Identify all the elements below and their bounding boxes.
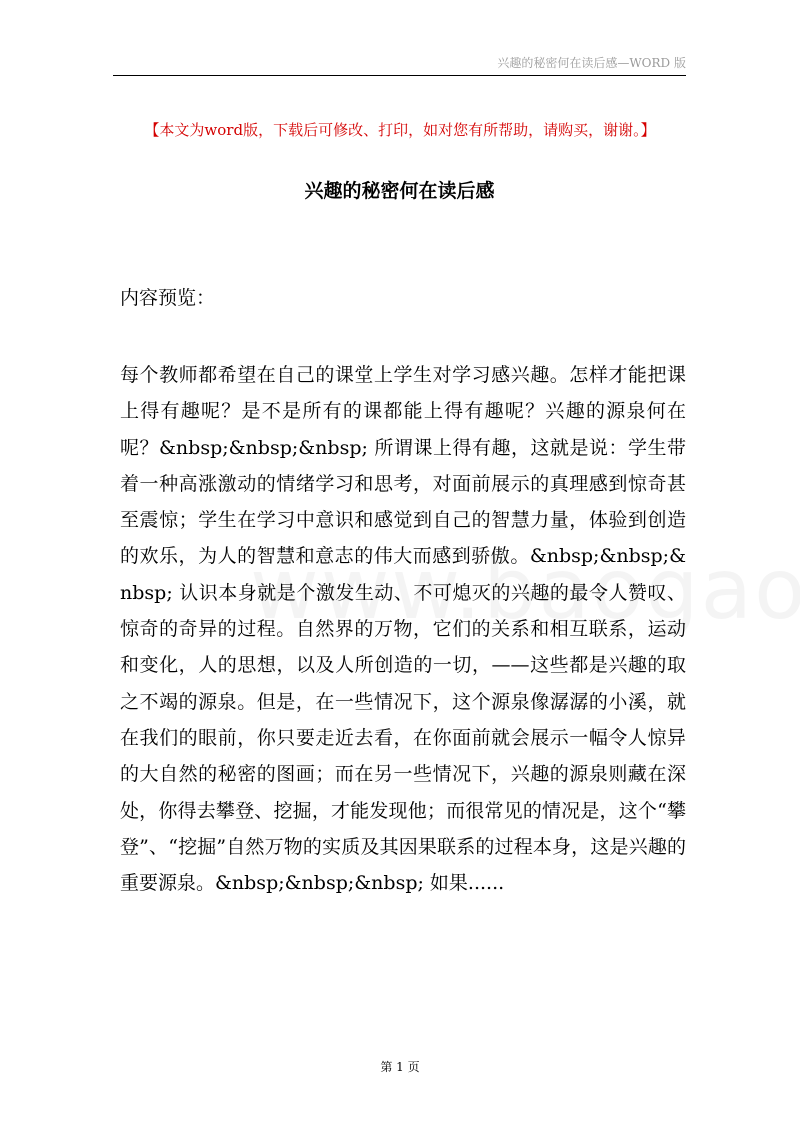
document-title: 兴趣的秘密何在读后感 — [304, 180, 495, 202]
running-header: 兴趣的秘密何在读后感—WORD 版 — [497, 56, 686, 70]
word-version-notice: 【本文为word版，下载后可修改、打印，如对您有所帮助，请购买，谢谢。】 — [144, 121, 656, 139]
body-paragraph: 每个教师都希望在自己的课堂上学生对学习感兴趣。怎样才能把课上得有趣呢？是不是所有的课都能上得有趣呢？兴趣的源泉何在呢？&nbsp;&nbsp;&nbsp; 所谓课上得有趣，这就是说：学生带着一种高涨激动的情绪学习和思考，对面前展示的真理感到惊奇甚至震惊；学生在学习中意识和感觉到自己的智慧力量，体验到创造的欢乐，为人的智慧和意志的伟大而感到骄傲。&nbsp;&nbsp;&nbsp; 认识本身就是个激发生动、不可熄灭的兴趣的最令人赞叹、惊奇的奇异的过程。自然界的万物，它们的关系和相互联系，运动和变化，人的思想，以及人所创造的一切，——这些都是兴趣的取之不竭的源泉。但是，在一些情况下，这个源泉像潺潺的小溪，就在我们的眼前，你只要走近去看，在你面前就会展示一幅令人惊异的大自然的秘密的图画；而在另一些情况下，兴趣的源泉则藏在深处，你得去攀登、挖掘，才能发现他；而很常见的情况是，这个“攀登”、“挖掘”自然万物的实质及其因果联系的过程本身，这是兴趣的重要源泉。&nbsp;&nbsp;&nbsp; 如果...... — [120, 364, 686, 895]
preview-label: 内容预览： — [120, 287, 216, 309]
page-number: 第 1 页 — [380, 1060, 420, 1074]
header-divider — [113, 75, 686, 76]
